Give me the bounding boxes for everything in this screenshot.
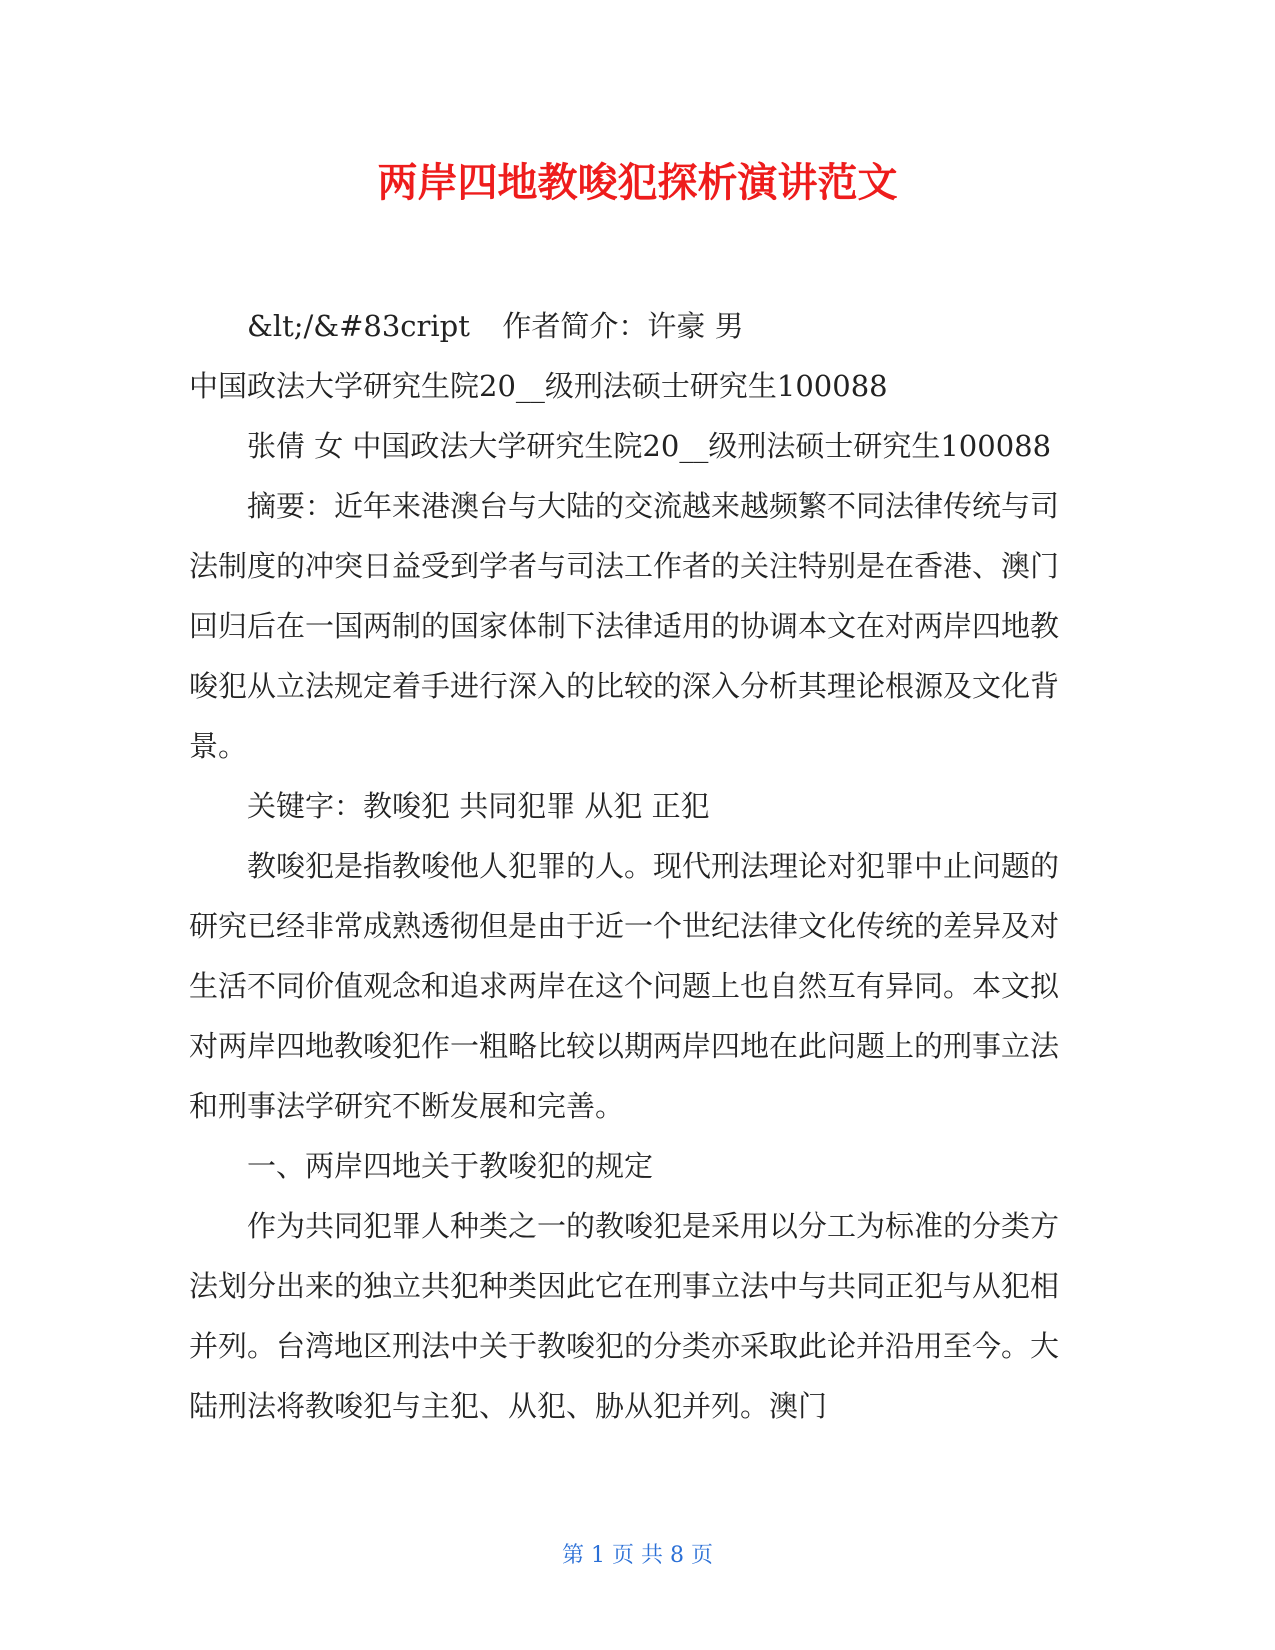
- abstract-paragraph: 摘要：近年来港澳台与大陆的交流越来越频繁不同法律传统与司法制度的冲突日益受到学者与司法工作者的关注特别是在香港、澳门回归后在一国两制的国家体制下法律适用的协调本文在对两岸四地教唆犯从立法规定着手进行深入的比较的深入分析其理论根源及文化背景。: [189, 489, 1060, 763]
- author-line-1: &lt;/&#83cript 作者简介：许豪 男: [247, 309, 744, 343]
- author-line-2: 中国政法大学研究生院20__级刑法硕士研究生100088: [189, 369, 888, 403]
- section-heading: 一、两岸四地关于教唆犯的规定: [247, 1149, 654, 1183]
- document-title: 两岸四地教唆犯探析演讲范文: [377, 160, 898, 206]
- page-number-footer: 第 1 页 共 8 页: [562, 1543, 713, 1568]
- keywords-paragraph: 关键字：教唆犯 共同犯罪 从犯 正犯: [247, 789, 710, 823]
- coauthor-paragraph: 张倩 女 中国政法大学研究生院20__级刑法硕士研究生100088: [247, 429, 1052, 463]
- intro-paragraph: 教唆犯是指教唆他人犯罪的人。现代刑法理论对犯罪中止问题的研究已经非常成熟透彻但是由于近一个世纪法律文化传统的差异及对生活不同价值观念和追求两岸在这个问题上也自然互有异同。本文拟对两岸四地教唆犯作一粗略比较以期两岸四地在此问题上的刑事立法和刑事法学研究不断发展和完善。: [189, 849, 1060, 1123]
- document-body: [189, 296, 1059, 1436]
- section-paragraph: 作为共同犯罪人种类之一的教唆犯是采用以分工为标准的分类方法划分出来的独立共犯种类因此它在刑事立法中与共同正犯与从犯相并列。台湾地区刑法中关于教唆犯的分类亦采取此论并沿用至今。大陆刑法将教唆犯与主犯、从犯、胁从犯并列。澳门: [189, 1209, 1060, 1423]
